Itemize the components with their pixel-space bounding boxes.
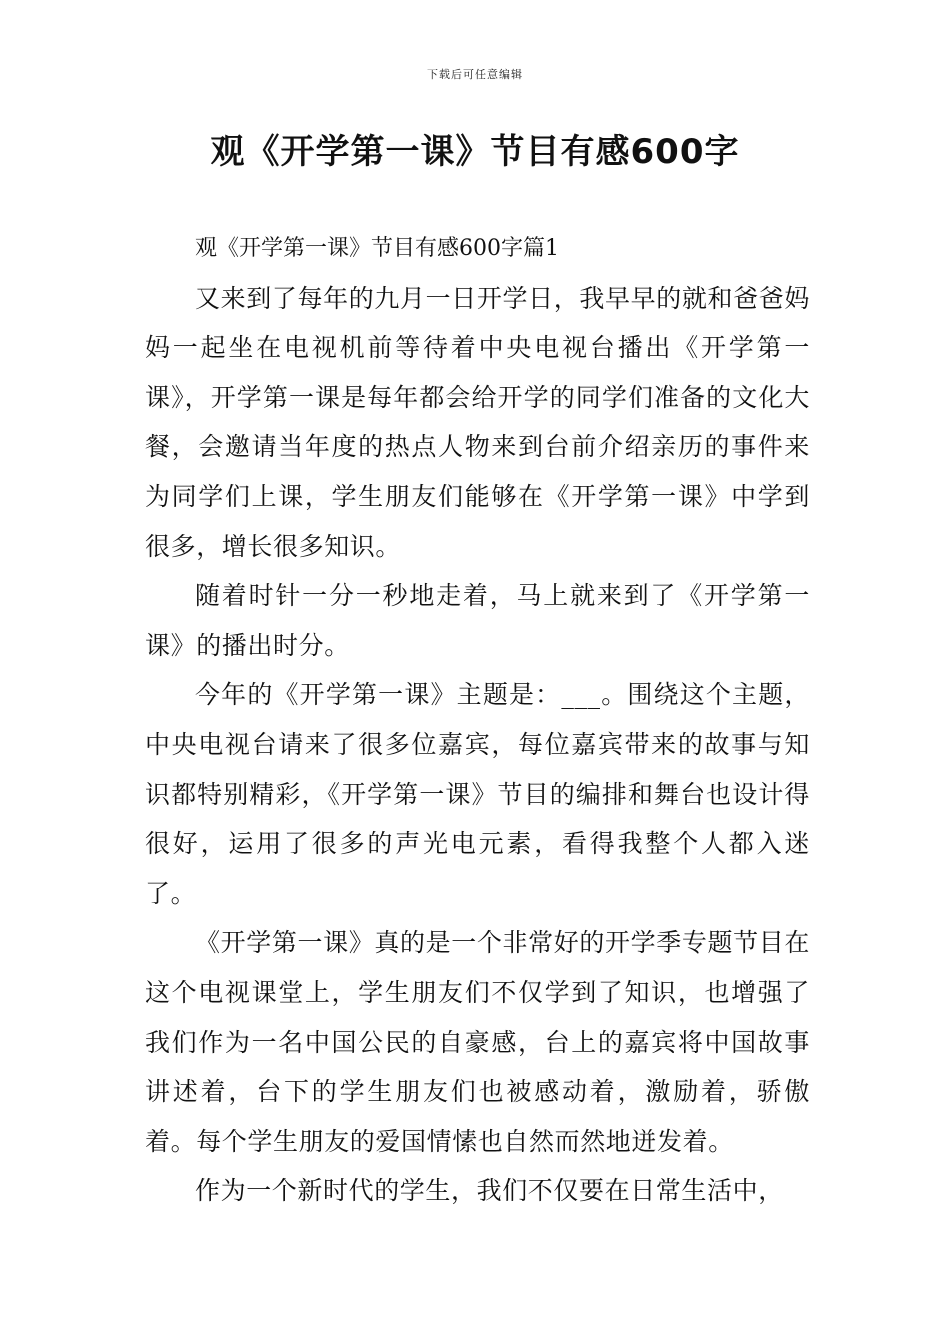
paragraph: 又来到了每年的九月一日开学日，我早早的就和爸爸妈妈一起坐在电视机前等待着中央电视台播出《开学第一课》，开学第一课是每年都会给开学的同学们准备的文化大餐，会邀请当年度的热点人物来到台前介绍亲历的事件来为同学们上课，学生朋友们能够在《开学第一课》中学到很多，增长很多知识。 bbox=[145, 283, 810, 561]
paragraph: 今年的《开学第一课》主题是：___。围绕这个主题，中央电视台请来了很多位嘉宾，每位嘉宾带来的故事与知识都特别精彩，《开学第一课》节目的编排和舞台也设计得很好，运用了很多的声光电元素，看得我整个人都入迷了。 bbox=[145, 680, 810, 908]
paragraph: 《开学第一课》真的是一个非常好的开学季专题节目在这个电视课堂上，学生朋友们不仅学到了知识，也增强了我们作为一名中国公民的自豪感，台上的嘉宾将中国故事讲述着，台下的学生朋友们也被感动着，激励着，骄傲着。每个学生朋友的爱国情愫也自然而然地迸发着。 bbox=[145, 928, 810, 1156]
paragraph: 作为一个新时代的学生，我们不仅要在日常生活中， bbox=[195, 1176, 784, 1206]
header-note: 下载后可任意编辑 bbox=[427, 68, 523, 81]
paragraph: 随着时针一分一秒地走着，马上就来到了《开学第一课》的播出时分。 bbox=[145, 581, 810, 660]
document-body bbox=[145, 224, 810, 1216]
document-title: 观《开学第一课》节目有感600字 bbox=[210, 132, 740, 172]
section-heading: 观《开学第一课》节目有感600字篇1 bbox=[195, 236, 559, 261]
